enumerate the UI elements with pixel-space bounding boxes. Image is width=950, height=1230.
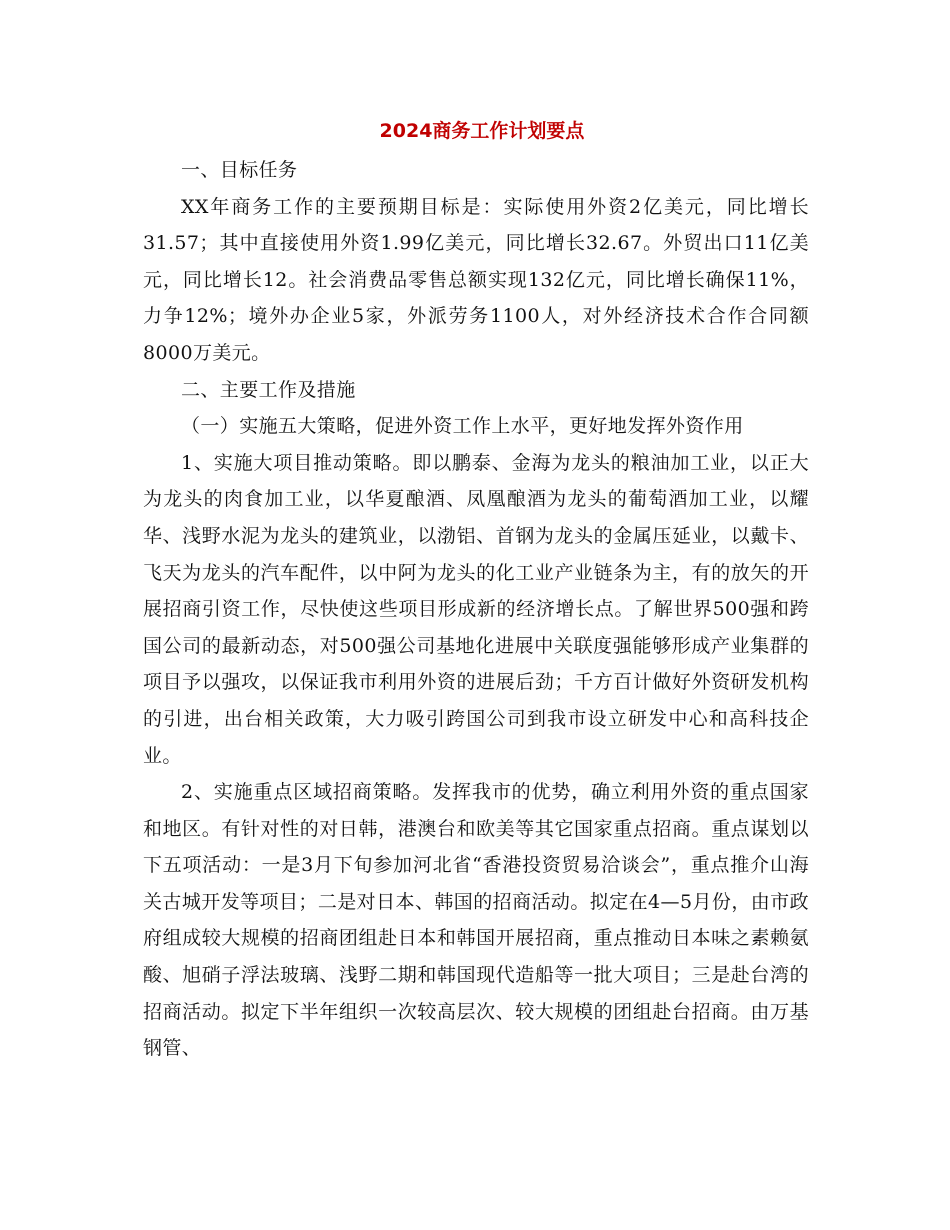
section-heading-measures: 二、主要工作及措施 bbox=[181, 378, 356, 401]
strategy-paragraph-2: 2、实施重点区域招商策略。发挥我市的优势，确立利用外资的重点国家和地区。有针对性的对日韩，港澳台和欧美等其它国家重点招商。重点谋划以下五项活动：一是3月下旬参加河北省“香港投资贸易洽谈会”，重点推介山海关古城开发等项目；二是对日本、韩国的招商活动。拟定在4—5月份，由市政府组成较大规模的招商团组赴日本和韩国开展招商，重点推动日本味之素赖氨酸、旭硝子浮法玻璃、浅野二期和韩国现代造船等一批大项目；三是赴台湾的招商活动。拟定下半年组织一次较高层次、较大规模的团组赴台招商。由万基钢管、 bbox=[143, 781, 809, 1060]
document-page bbox=[143, 110, 809, 1067]
subsection-heading-strategies: （一）实施五大策略，促进外资工作上水平，更好地发挥外资作用 bbox=[181, 415, 744, 438]
section-heading-goals: 一、目标任务 bbox=[181, 159, 298, 181]
strategy-paragraph-1: 1、实施大项目推动策略。即以鹏泰、金海为龙头的粮油加工业，以正大为龙头的肉食加工业，以华夏酿酒、凤凰酿酒为龙头的葡萄酒加工业，以耀华、浅野水泥为龙头的建筑业，以渤铝、首钢为龙头的金属压延业，以戴卡、飞天为龙头的汽车配件，以中阿为龙头的化工业产业链条为主，有的放矢的开展招商引资工作，尽快使这些项目形成新的经济增长点。了解世界500强和跨国公司的最新动态，对500强公司基地化进展中关联度强能够形成产业集群的项目予以强攻，以保证我市利用外资的进展后劲；千方百计做好外资研发机构的引进，出台相关政策，大力吸引跨国公司到我市设立研发中心和高科技企业。 bbox=[143, 451, 809, 767]
goals-paragraph: XX年商务工作的主要预期目标是：实际使用外资2亿美元，同比增长31.57；其中直接使用外资1.99亿美元，同比增长32.67。外贸出口11亿美元，同比增长12。社会消费品零售总额实现132亿元，同比增长确保11%，力争12%；境外办企业5家，外派劳务1100人，对外经济技术合作合同额8000万美元。 bbox=[143, 195, 809, 364]
document-title: 2024商务工作计划要点 bbox=[379, 120, 585, 142]
